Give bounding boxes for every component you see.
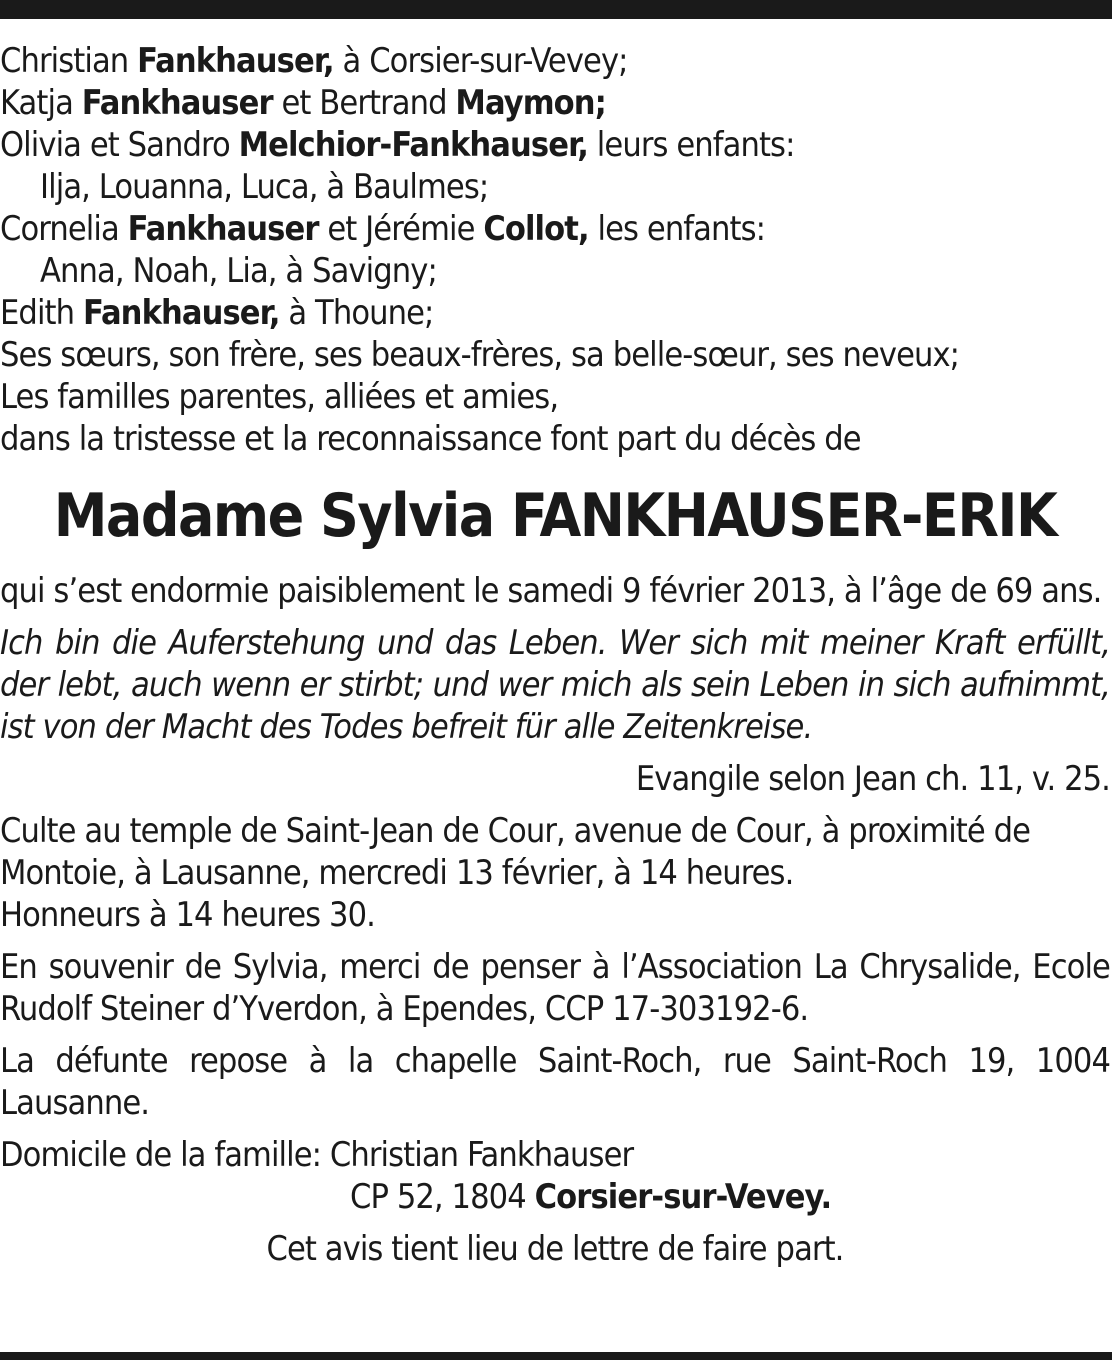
top-rule — [0, 0, 1112, 19]
rest-place: La défunte repose à la chapelle Saint-Roch, rue Saint-Roch 19, 1004 Lausanne. — [0, 1041, 1110, 1123]
family-domicile — [0, 1134, 1110, 1218]
ceremony-line: Culte au temple de Saint-Jean de Cour, avenue de Cour, à proximité de Montoie, à Lausanne, mercredi 13 février, à 14 heures. — [0, 811, 1031, 893]
memory-donation: En souvenir de Sylvia, merci de penser à l’Association La Chrysalide, Ecole Rudolf Steiner d’Yverdon, à Ependes, CCP 17-303192-6. — [0, 947, 1110, 1029]
family-line: Les familles parentes, alliées et amies, — [0, 377, 559, 417]
family-list — [0, 40, 1110, 460]
death-notice — [0, 40, 1110, 1270]
family-line: Katja Fankhauser et Bertrand Maymon; — [0, 83, 607, 123]
death-text: qui s’est endormie paisiblement le samedi 9 février 2013, à l’âge de 69 ans. — [0, 571, 1102, 611]
family-line: Ses sœurs, son frère, ses beaux-frères, sa belle-sœur, ses neveux; — [0, 335, 960, 375]
ceremony-info — [0, 810, 1110, 936]
family-line: Cornelia Fankhauser et Jérémie Collot, les enfants: — [0, 209, 766, 249]
quote-source: Evangile selon Jean ch. 11, v. 25. — [635, 759, 1110, 799]
family-line: dans la tristesse et la reconnaissance font part du décès de — [0, 419, 861, 459]
domicile-address: CP 52, 1804 Corsier-sur-Vevey. — [350, 1177, 832, 1217]
closing-note: Cet avis tient lieu de lettre de faire part. — [266, 1229, 844, 1269]
ceremony-line: Honneurs à 14 heures 30. — [0, 895, 375, 935]
family-line-children: Ilja, Louanna, Luca, à Baulmes; — [40, 167, 489, 207]
domicile-label: Domicile de la famille: Christian Fankhauser — [0, 1135, 634, 1175]
family-line: Olivia et Sandro Melchior-Fankhauser, leurs enfants: — [0, 125, 795, 165]
family-line: Edith Fankhauser, à Thoune; — [0, 293, 434, 333]
family-line-children: Anna, Noah, Lia, à Savigny; — [40, 251, 437, 291]
family-line: Christian Fankhauser, à Corsier-sur-Vevey; — [0, 41, 628, 81]
bible-quote: Ich bin die Auferstehung und das Leben. Wer sich mit meiner Kraft erfüllt, der lebt, auch wenn er stirbt; und wer mich als sein Leben in sich aufnimmt, ist von der Macht des Todes befreit für alle Zeitenkreise. — [0, 623, 1110, 747]
bottom-rule — [0, 1352, 1112, 1360]
deceased-name: Madame Sylvia FANKHAUSER-ERIK — [53, 481, 1057, 551]
